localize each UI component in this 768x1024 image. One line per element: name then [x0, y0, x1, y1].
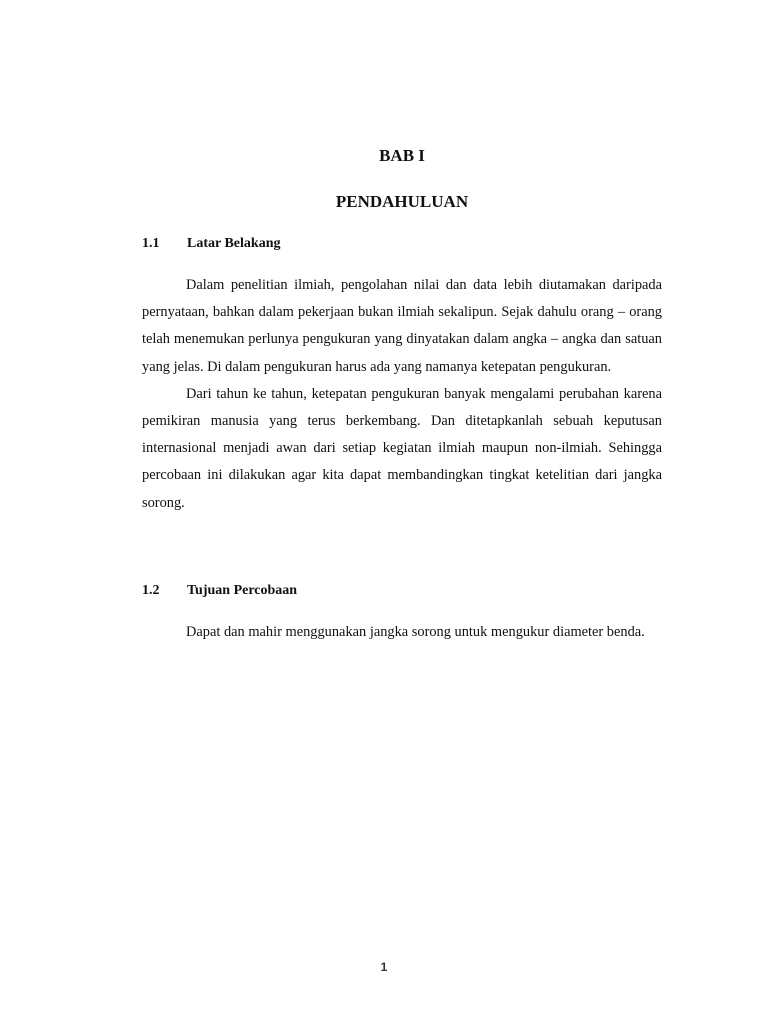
- section-title: Latar Belakang: [187, 236, 281, 251]
- section-heading-tujuan-percobaan: [142, 583, 297, 599]
- section-title: Tujuan Percobaan: [187, 583, 298, 598]
- chapter-number: BAB I: [379, 146, 425, 165]
- section-body-tujuan-percobaan: [142, 619, 662, 646]
- paragraph: Dari tahun ke tahun, ketepatan pengukuran banyak mengalami perubahan karena pemikiran manusia yang terus berkembang. Dan ditetapkanlah sebuah keputusan internasional menjadi awan dari setiap kegiatan ilmiah maupun non-ilmiah. Sehingga percobaan ini dilakukan agar kita dapat membandingkan tingkat ketelitian dari jangka sorong.: [142, 385, 662, 511]
- section-heading-latar-belakang: [142, 236, 280, 252]
- section-body-latar-belakang: [142, 272, 662, 517]
- paragraph: Dalam penelitian ilmiah, pengolahan nilai dan data lebih diutamakan daripada pernyataan, bahkan dalam pekerjaan bukan ilmiah sekalipun. Sejak dahulu orang – orang telah menemukan perlunya pengukuran yang dinyatakan dalam angka – angka dan satuan yang jelas. Di dalam pengukuran harus ada yang namanya ketepatan pengukuran.: [142, 277, 662, 375]
- section-number: 1.2: [142, 583, 160, 598]
- paragraph: Dapat dan mahir menggunakan jangka sorong untuk mengukur diameter benda.: [186, 624, 645, 640]
- chapter-title: PENDAHULUAN: [335, 192, 469, 211]
- section-number: 1.1: [142, 236, 160, 251]
- page-number: 1: [380, 960, 388, 974]
